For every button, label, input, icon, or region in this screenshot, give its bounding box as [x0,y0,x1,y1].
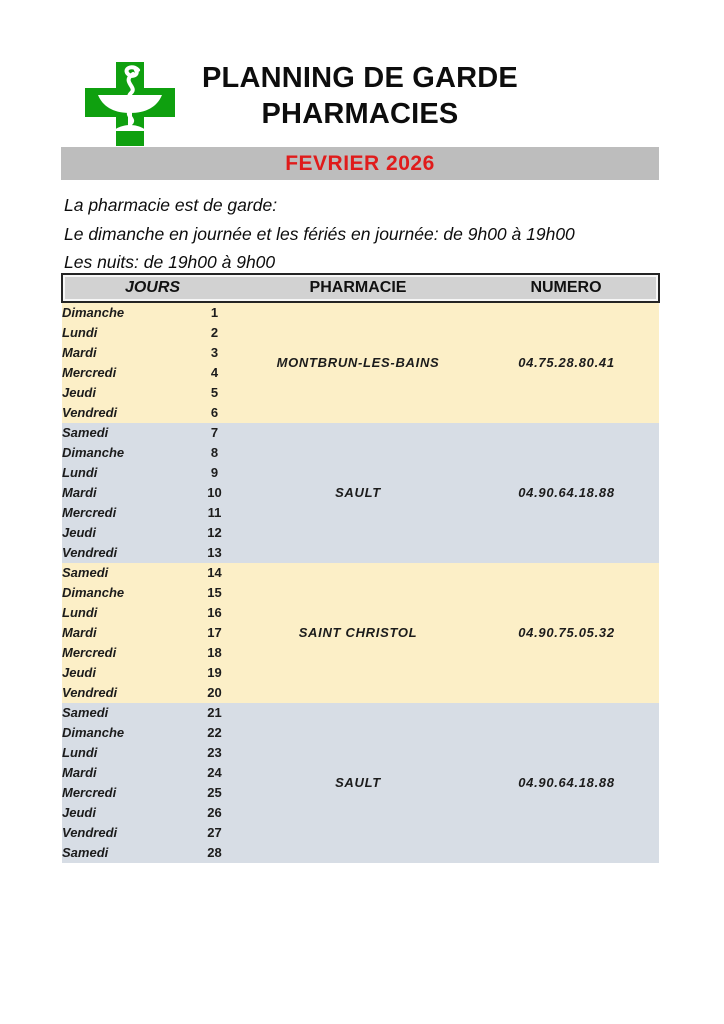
date-cell: 9 [187,463,242,483]
day-cell: Lundi [62,603,187,623]
day-cell: Mercredi [62,643,187,663]
date-cell: 5 [187,383,242,403]
date-cell: 12 [187,523,242,543]
day-cell: Vendredi [62,403,187,423]
schedule-table [61,273,660,863]
date-cell: 24 [187,763,242,783]
date-cell: 27 [187,823,242,843]
date-cell: 26 [187,803,242,823]
day-cell: Mardi [62,343,187,363]
table-row [62,703,659,723]
date-cell: 19 [187,663,242,683]
date-cell: 8 [187,443,242,463]
day-cell: Mercredi [62,363,187,383]
phone-cell: 04.90.75.05.32 [474,563,659,703]
day-cell: Mardi [62,623,187,643]
day-cell: Dimanche [62,583,187,603]
day-cell: Vendredi [62,683,187,703]
date-cell: 7 [187,423,242,443]
day-cell: Vendredi [62,543,187,563]
day-cell: Dimanche [62,443,187,463]
day-cell: Dimanche [62,302,187,323]
pharmacy-cell: SAINT CHRISTOL [242,563,474,703]
date-cell: 10 [187,483,242,503]
pharmacy-cell: MONTBRUN-LES-BAINS [242,302,474,423]
pharmacy-cross-icon [85,62,175,146]
day-cell: Lundi [62,323,187,343]
day-cell: Dimanche [62,723,187,743]
schedule-block-1 [62,302,659,423]
day-cell: Mercredi [62,503,187,523]
date-cell: 4 [187,363,242,383]
date-cell: 20 [187,683,242,703]
intro-text [64,191,575,277]
date-cell: 17 [187,623,242,643]
schedule-block-4 [62,703,659,863]
day-cell: Lundi [62,743,187,763]
date-cell: 23 [187,743,242,763]
day-cell: Jeudi [62,803,187,823]
page-title-line1: PLANNING DE GARDE [202,62,518,94]
header-numero: NUMERO [474,274,659,302]
date-cell: 13 [187,543,242,563]
intro-line3: Les nuits: de 19h00 à 9h00 [64,252,276,272]
date-cell: 28 [187,843,242,863]
table-row [62,302,659,323]
page-title-line2: PHARMACIES [261,98,459,130]
pharmacy-logo [85,62,175,146]
day-cell: Mardi [62,763,187,783]
date-cell: 3 [187,343,242,363]
day-cell: Jeudi [62,383,187,403]
month-label: FEVRIER 2026 [285,151,435,175]
day-cell: Samedi [62,423,187,443]
day-cell: Samedi [62,703,187,723]
day-cell: Samedi [62,563,187,583]
date-cell: 16 [187,603,242,623]
day-cell: Mercredi [62,783,187,803]
day-cell: Samedi [62,843,187,863]
header-pharmacie: PHARMACIE [242,274,474,302]
date-cell: 15 [187,583,242,603]
pharmacy-cell: SAULT [242,703,474,863]
intro-line2: Le dimanche en journée et les fériés en journée: de 9h00 à 19h00 [64,223,575,244]
date-cell: 11 [187,503,242,523]
date-cell: 21 [187,703,242,723]
phone-cell: 04.90.64.18.88 [474,703,659,863]
pharmacy-cell: SAULT [242,423,474,563]
phone-cell: 04.75.28.80.41 [474,302,659,423]
schedule-block-2 [62,423,659,563]
date-cell: 2 [187,323,242,343]
month-banner [61,147,659,180]
day-cell: Lundi [62,463,187,483]
page-title [180,60,540,132]
date-cell: 22 [187,723,242,743]
table-header-row [62,274,659,302]
table-row [62,423,659,443]
intro-line1: La pharmacie est de garde: [64,195,278,215]
table-row [62,563,659,583]
day-cell: Jeudi [62,663,187,683]
phone-cell: 04.90.64.18.88 [474,423,659,563]
date-cell: 6 [187,403,242,423]
day-cell: Jeudi [62,523,187,543]
date-cell: 14 [187,563,242,583]
date-cell: 18 [187,643,242,663]
day-cell: Mardi [62,483,187,503]
day-cell: Vendredi [62,823,187,843]
date-cell: 25 [187,783,242,803]
schedule-block-3 [62,563,659,703]
date-cell: 1 [187,302,242,323]
header-jours: JOURS [62,274,242,302]
